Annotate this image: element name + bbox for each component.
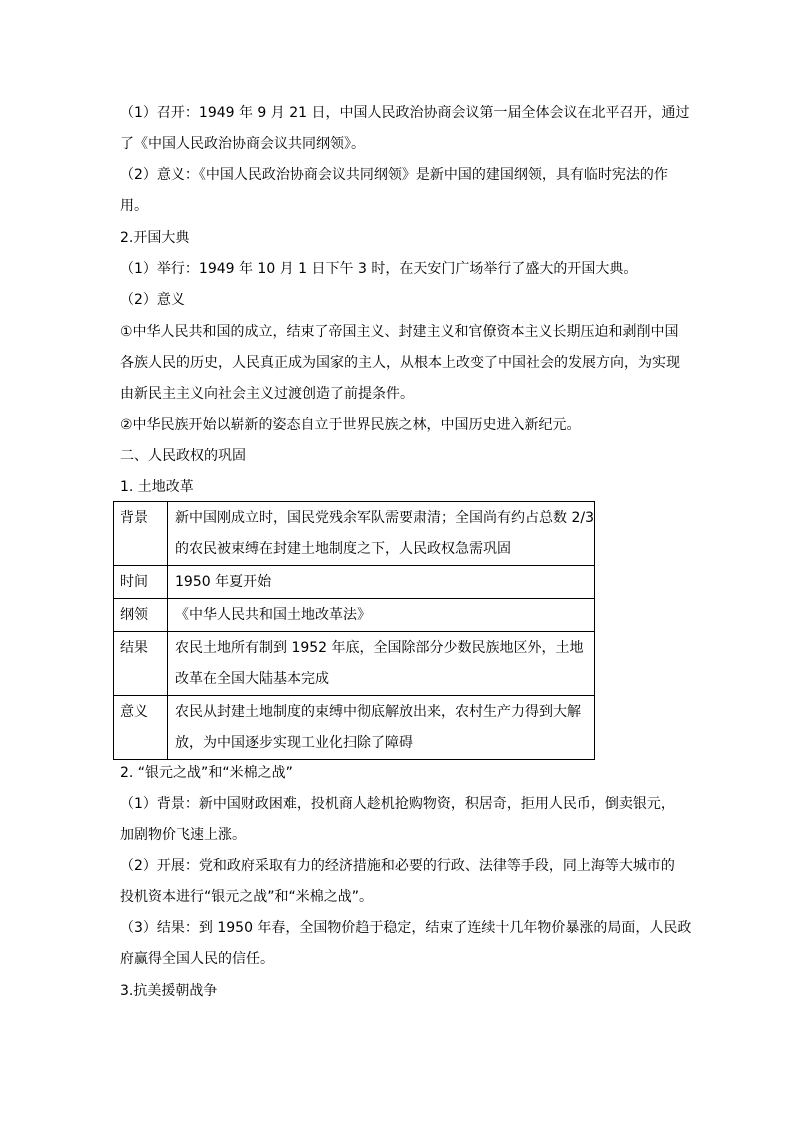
text-line: （1）举行：1949 年 10 月 1 日下午 3 时，在天安门广场举行了盛大的开国大典。 <box>120 261 638 277</box>
row-label: 背景 <box>114 502 168 566</box>
section-heading: 2.开国大典 <box>120 230 190 246</box>
row-label: 结果 <box>114 632 168 696</box>
text-line: 各族人民的历史，人民真正成为国家的主人，从根本上改变了中国社会的发展方向，为实现 <box>120 355 680 371</box>
text-line: （2）意义：《中国人民政治协商会议共同纲领》是新中国的建国纲领，具有临时宪法的作 <box>120 167 668 183</box>
cell-line: 农民从封建土地制度的束缚中彻底解放出来，农村生产力得到大解 <box>175 704 582 720</box>
text-line: （2）开展：党和政府采取有力的经济措施和必要的行政、法律等手段，同上海等大城市的 <box>120 858 675 874</box>
row-label: 纲领 <box>114 599 168 632</box>
text-line: （3）结果：到 1950 年春，全国物价趋于稳定，结束了连续十几年物价暴涨的局面，人民政 <box>120 920 692 936</box>
table-row <box>114 632 595 696</box>
row-content <box>168 502 595 566</box>
text-line: （1）召开：1949 年 9 月 21 日，中国人民政治协商会议第一届全体会议在北平召开，通过 <box>120 105 690 121</box>
table-row <box>114 696 595 760</box>
row-content <box>168 696 595 760</box>
text-line: （1）背景：新中国财政困难，投机商人趁机抢购物资，积居奇，拒用人民币，倒卖银元， <box>120 796 675 812</box>
cell-line: 农民土地所有制到 1952 年底，全国除部分少数民族地区外，土地 <box>175 640 584 656</box>
row-label: 意义 <box>114 696 168 760</box>
row-content <box>168 566 595 599</box>
text-line: 加剧物价飞速上涨。 <box>120 827 246 843</box>
cell-line: 放，为中国逐步实现工业化扫除了障碍 <box>175 735 414 751</box>
cell-line: 改革在全国大陆基本完成 <box>175 671 330 687</box>
section-heading: 1. 土地改革 <box>120 479 194 495</box>
text-line: 由新民主主义向社会主义过渡创造了前提条件。 <box>120 386 414 402</box>
text-line: ①中华人民共和国的成立，结束了帝国主义、封建主义和官僚资本主义长期压迫和剥削中国 <box>120 324 679 340</box>
row-label: 时间 <box>114 566 168 599</box>
table-row <box>114 566 595 599</box>
cell-line: 新中国刚成立时，国民党残余军队需要肃清；全国尚有约占总数 2/3 <box>175 510 594 526</box>
table-row <box>114 599 595 632</box>
section-heading: 2. “银元之战”和“米棉之战” <box>120 765 293 781</box>
text-line: 了《中国人民政治协商会议共同纲领》。 <box>120 136 365 152</box>
text-line: （2）意义 <box>120 292 185 308</box>
land-reform-table <box>113 501 595 760</box>
text-line: 投机资本进行“银元之战”和“米棉之战”。 <box>120 889 374 905</box>
row-content <box>168 599 595 632</box>
text-line: 用。 <box>120 198 148 214</box>
section-heading: 3.抗美援朝战争 <box>120 983 218 999</box>
cell-line: 的农民被束缚在封建土地制度之下，人民政权急需巩固 <box>175 541 512 557</box>
section-heading: 二、人民政权的巩固 <box>120 448 246 464</box>
cell-line: 《中华人民共和国土地改革法》 <box>175 607 372 623</box>
row-content <box>168 632 595 696</box>
cell-line: 1950 年夏开始 <box>175 574 272 590</box>
table-row <box>114 502 595 566</box>
text-line: 府赢得全国人民的信任。 <box>120 951 274 967</box>
text-line: ②中华民族开始以崭新的姿态自立于世界民族之林，中国历史进入新纪元。 <box>120 417 581 433</box>
